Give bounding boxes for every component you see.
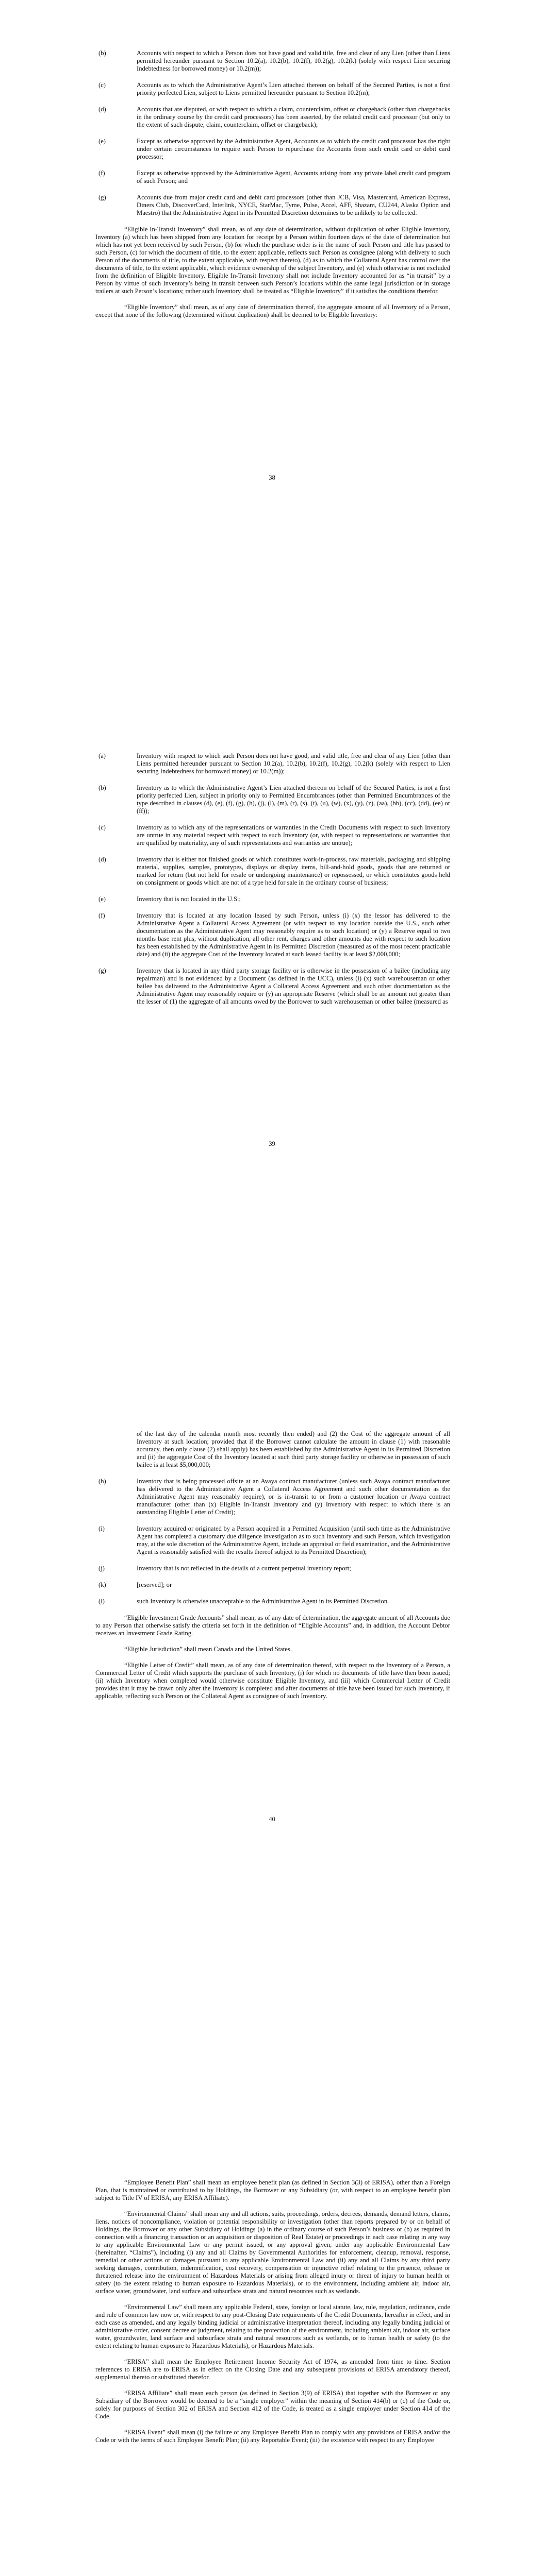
clause-text: Inventory acquired or originated by a Person acquired in a Permitted Acquisition (until such time as the Administrative Agent has completed a customary due diligence investigation as to such Inventory and such Person, which investigation may, at the sole discretion of the Administrative Agent, include an appraisal or field examination, and the Administrative Agent is reasonably satisfied with the results thereof subject to its Permitted Discretion);: [137, 1525, 450, 1555]
page-number: 39: [269, 1140, 275, 1147]
clause-text: Inventory with respect to which such Person does not have good, and valid title, free and clear of any Lien (other than Liens permitted hereunder pursuant to Section 10.2(a), 10.2(b), 10.2(f), 10.2(g), 10.2(k) (solely with respect to Lien securing Indebtedness for borrowed money) or 10.2(m));: [137, 752, 450, 775]
definition-erisa-event: “ERISA Event” shall mean (i) the failure of any Employee Benefit Plan to comply with any provisions of ERISA and/or the Code or with the terms of such Employee Benefit Plan; (ii) any Reportable Event; (iii) the existence with respect to any Employee: [95, 2429, 450, 2444]
definition-employee-benefit-plan: “Employee Benefit Plan” shall mean an employee benefit plan (as defined in Section 3(3) of ERISA), other than a Foreign Plan, that is maintained or contributed to by Holdings, the Borrower or any Subsidiary (or, with respect to an employee benefit plan subject to Title IV of ERISA, any ERISA Affiliate).: [95, 2179, 450, 2201]
clause-label: (d): [98, 856, 106, 863]
clause-c: [95, 81, 450, 97]
clause-h: [95, 1478, 450, 1516]
clause-label: (h): [98, 1478, 106, 1485]
definition-eligible-inventory: “Eligible Inventory” shall mean, as of any date of determination thereof, the aggregate amount of all Inventory of a Person, except that none of the following (determined without duplication) shall be deemed to be Eligible Inventory:: [95, 303, 450, 318]
clause-label: (g): [98, 194, 106, 201]
clause-label: (g): [98, 967, 106, 974]
clause-text: Inventory that is located in any third party storage facility or is otherwise in the possession of a bailee (including any repairman) and is not evidenced by a Document (as defined in the UCC), unless (i) (x) such warehouseman or other bailee has delivered to the Administrative Agent a Collateral Access Agreement and such other documentation as the Administrative Agent may reasonably require or (y) an appropriate Reserve (which shall be an amount not greater than the lesser of (1) the aggregate of all amounts owed by the Borrower to such warehouseman or other bailee (measured as: [137, 967, 450, 1005]
clause-text: [reserved]; or: [137, 1581, 172, 1588]
clause-text: Accounts that are disputed, or with respect to which a claim, counterclaim, offset or chargeback (other than chargebacks in the ordinary course by the credit card processors) has been asserted, by the related credit card processor (but only to the extent of such dispute, claim, counterclaim, offset or chargeback);: [137, 106, 450, 128]
definition-eligible-investment-grade-accounts: “Eligible Investment Grade Accounts” shall mean, as of any date of determination, the aggregate amount of all Accounts due to any Person that otherwise satisfy the criteria set forth in the definition of “Eligible Accounts” and, in addition, the Account Debtor receives an Investment Grade Rating.: [95, 1614, 450, 1637]
clause-text: Inventory as to which any of the representations or warranties in the Credit Documents with respect to such Inventory are untrue in any material respect with respect to such Inventory (or, with respect to representations or warranties that are qualified by materiality, any of such representations and warranties are untrue);: [137, 824, 450, 846]
page-39: [0, 703, 544, 1406]
clause-label: (c): [98, 824, 106, 831]
clause-label: (j): [98, 1565, 105, 1572]
clause-b: [95, 49, 450, 73]
clause-label: (b): [98, 784, 106, 791]
clause-e: [95, 138, 450, 161]
clause-text: Inventory that is located at any location leased by such Person, unless (i) (x) the lessor has delivered to the Administrative Agent a Collateral Access Agreement (or with respect to any location outside the U.S., such other documentation as the Administrative Agent may reasonably require as to such location) or (y) a Reserve equal to two months base rent plus, without duplication, all other rent, charges and other amounts due with respect to such location has been established by the Administrative Agent in its Permitted Discretion (measured as of the most recent practicable date) and (ii) the aggregate Cost of the Inventory located at such leased facility is at least $2,000,000;: [137, 912, 450, 958]
clause-label: (b): [98, 49, 106, 57]
clause-text: Accounts with respect to which a Person does not have good and valid title, free and clear of any Lien (other than Liens permitted hereunder pursuant to Section 10.2(a), 10.2(b), 10.2(f), 10.2(g), 10.2(k) (solely with respect Lien securing Indebtedness for borrowed money) or 10.2(m));: [137, 49, 450, 72]
clause-text: Accounts as to which the Administrative Agent’s Lien attached thereon on behalf of the Secured Parties, is not a first priority perfected Lien, subject to Liens permitted hereunder pursuant to Section 10.2(m);: [137, 81, 450, 96]
clause-text: Accounts due from major credit card and debit card processors (other than JCB, Visa, Mastercard, American Express, Diners Club, DiscoverCard, Interlink, NYCE, StarMac, Tyme, Pulse, Accel, AFF, Shazam, CU244, Alaska Option and Maestro) that the Administrative Agent in its Permitted Discretion determines to be unlikely to be collected.: [137, 194, 450, 216]
clause-a: [95, 752, 450, 775]
clause-g-continued: [95, 1430, 450, 1469]
clause-k: [95, 1581, 450, 1589]
definition-eligible-jurisdiction: “Eligible Jurisdiction” shall mean Canada and the United States.: [124, 1646, 292, 1653]
page-40: [0, 1406, 544, 2110]
page-number: 38: [269, 474, 275, 481]
page-38: [0, 0, 544, 703]
clause-label: (i): [98, 1525, 105, 1532]
clause-text: of the last day of the calendar month most recently then ended) and (2) the Cost of the aggregate amount of all Inventory at such location; provided that if the Borrower cannot calculate the amount in clause (1) with reasonable accuracy, then only clause (2) shall apply) has been established by the Administrative Agent in its Permitted Discretion and (ii) the aggregate Cost of the Inventory located at such third party storage facility or otherwise in possession of such bailee is at least $5,000,000;: [137, 1430, 450, 1468]
clause-f: [95, 912, 450, 958]
clause-f: [95, 170, 450, 185]
clause-label: (e): [98, 138, 106, 145]
definition-environmental-claims: “Environmental Claims” shall mean any and all actions, suits, proceedings, orders, decrees, demands, demand letters, claims, liens, notices of noncompliance, violation or potential responsibility or investigation (other than reports prepared by or on behalf of Holdings, the Borrower or any other Subsidiary of Holdings (a) in the ordinary course of such Person’s business or (b) as required in connection with a financing transaction or an acquisition or disposition of Real Estate) or proceedings in each case relating in any way to any applicable Environmental Law or any permit issued, or any approval given, under any applicable Environmental Law (hereinafter, “Claims”), including (i) any and all Claims by Governmental Authorities for enforcement, cleanup, removal, response, remedial or other actions or damages pursuant to any applicable Environmental Law and (ii) any and all Claims by any third party seeking damages, contribution, indemnification, cost recovery, compensation or injunctive relief relating to the presence, release or threatened release into the environment of Hazardous Materials or arising from alleged injury or threat of injury to human health or safety (to the extent relating to human exposure to Hazardous Materials), or to the environment, including ambient air, indoor air, surface water, groundwater, land surface and subsurface strata and natural resources such as wetlands.: [95, 2210, 450, 2295]
clause-label: (e): [98, 895, 106, 903]
clause-label: (f): [98, 170, 105, 177]
clause-label: (l): [98, 1598, 105, 1605]
clause-c: [95, 824, 450, 847]
clause-g: [95, 194, 450, 217]
clause-d: [95, 106, 450, 129]
clause-i: [95, 1525, 450, 1556]
clause-e: [95, 895, 450, 903]
clause-g: [95, 967, 450, 1006]
clause-text: Except as otherwise approved by the Administrative Agent, Accounts arising from any private label credit card program of such Person; and: [137, 170, 450, 184]
clause-text: Inventory that is not located in the U.S.;: [137, 895, 241, 903]
clause-text: Except as otherwise approved by the Administrative Agent, Accounts as to which the credit card processor has the right under certain circumstances to require such Person to repurchase the Accounts from such credit card or debit card processor;: [137, 138, 450, 160]
page-number: 40: [269, 1816, 275, 1823]
definition-erisa: “ERISA” shall mean the Employee Retirement Income Security Act of 1974, as amended from time to time. Section references to ERISA are to ERISA as in effect on the Closing Date and any subsequent provisions of ERISA amendatory thereof, supplemental thereto or substituted therefor.: [95, 2358, 450, 2381]
definition-environmental-law: “Environmental Law” shall mean any applicable Federal, state, foreign or local statute, law, rule, regulation, ordinance, code and rule of common law now or, with respect to any post-Closing Date requirements of the Credit Documents, hereafter in effect, and in each case as amended, and any legally binding judicial or administrative interpretation thereof, including any legally binding judicial or administrative order, consent decree or judgment, relating to the protection of the environment, including ambient air, indoor air, surface water, groundwater, land surface and subsurface strata and natural resources such as wetlands, or to human health or safety (to the extent relating to human exposure to Hazardous Materials), or Hazardous Materials.: [95, 2303, 450, 2349]
clause-label: (c): [98, 81, 106, 89]
clause-text: such Inventory is otherwise unacceptable to the Administrative Agent in its Permitted Discretion.: [137, 1598, 389, 1605]
clause-label: (f): [98, 912, 105, 919]
clause-d: [95, 856, 450, 887]
clause-j: [95, 1565, 450, 1572]
clause-label: (k): [98, 1581, 106, 1588]
clause-text: Inventory that is not reflected in the details of a current perpetual inventory report;: [137, 1565, 351, 1572]
clause-b: [95, 784, 450, 815]
clause-text: Inventory that is being processed offsite at an Avaya contract manufacturer (unless such Avaya contract manufacturer has delivered to the Administrative Agent a Collateral Access Agreement and such other documentation as the Administrative Agent may reasonably require), or is in-transit to or from a customer location or Avaya contract manufacturer (other than (x) Eligible In-Transit Inventory and (y) Inventory with respect to which there is an outstanding Eligible Letter of Credit);: [137, 1478, 450, 1516]
definition-eligible-letter-of-credit: “Eligible Letter of Credit” shall mean, as of any date of determination thereof, with respect to the Inventory of a Person, a Commercial Letter of Credit which supports the purchase of such Inventory, (i) for which no documents of title have then been issued; (ii) which Inventory when completed would otherwise constitute Eligible Inventory, and (iii) which Commercial Letter of Credit provides that it may be drawn only after the Inventory is completed and after documents of title have been issued for such Inventory, if applicable, reflecting such Person or the Collateral Agent as consignee of such Inventory.: [95, 1662, 450, 1700]
clause-label: (d): [98, 106, 106, 113]
definition-erisa-affiliate: “ERISA Affiliate” shall mean each person (as defined in Section 3(9) of ERISA) that together with the Borrower or any Subsidiary of the Borrower would be deemed to be a “single employer” within the meaning of Section 414(b) or (c) of the Code or, solely for purposes of Section 302 of ERISA and Section 412 of the Code, is treated as a single employer under Section 414 of the Code.: [95, 2389, 450, 2420]
clause-label: (a): [98, 752, 106, 759]
clause-l: [95, 1598, 450, 1605]
page-41: [0, 2110, 544, 2576]
clause-text: Inventory that is either not finished goods or which constitutes work-in-process, raw materials, packaging and shipping material, supplies, samples, prototypes, displays or display items, bill-and-hold goods, goods that are returned or marked for return (but not held for resale or undergoing maintenance) or repossessed, or which constitutes goods held on consignment or goods which are not of a type held for sale in the ordinary course of business;: [137, 856, 450, 886]
clause-text: Inventory as to which the Administrative Agent’s Lien attached thereon on behalf of the Secured Parties, is not a first priority perfected Lien, subject in priority only to Permitted Encumbrances (other than Permitted Encumbrances of the type described in clauses (d), (e), (f), (g), (h), (j), (l), (m), (r), (s), (t), (u), (w), (x), (y), (z), (aa), (bb), (cc), (dd), (ee) or (ff));: [137, 784, 450, 815]
definition-eligible-in-transit-inventory: “Eligible In-Transit Inventory” shall mean, as of any date of determination, without duplication of other Eligible Inventory, Inventory (a) which has been shipped from any location for receipt by a Person within fourteen days of the date of determination but which has not yet been received by such Person, (b) for which the purchase order is in the name of such Person and title has passed to such Person, (c) for which the document of title, to the extent applicable, reflects such Person as consignee (along with delivery to such Person of the documents of title, to the extent applicable, with respect thereto), (d) as to which the Collateral Agent has control over the documents of title, to the extent applicable, which evidence ownership of the subject Inventory, and (e) which otherwise is not excluded from the definition of Eligible Inventory. Eligible In-Transit Inventory shall not include Inventory accounted for as “in transit” by a Person by virtue of such Inventory’s being in transit between such Person’s locations within the same legal jurisdiction or in storage trailers at such Person’s locations; rather such Inventory shall be treated as “Eligible Inventory” if it satisfies the conditions therefor.: [95, 226, 450, 295]
